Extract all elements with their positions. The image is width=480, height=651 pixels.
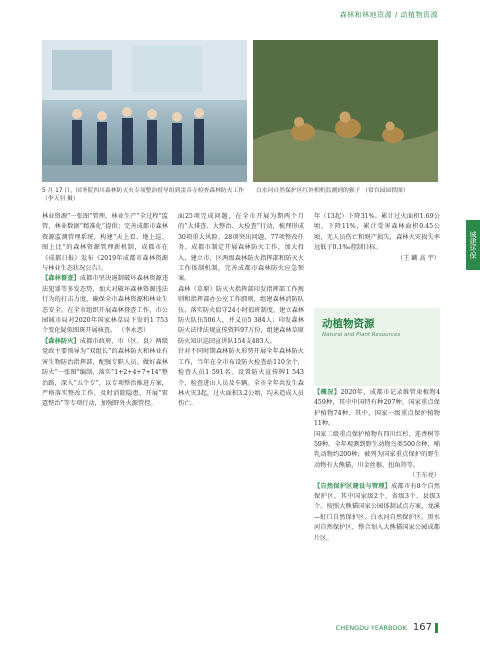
- text-column-2: [178, 212, 304, 410]
- page-bar-decoration: [435, 623, 438, 633]
- right-caption-credit: （常台园园供图）: [362, 188, 409, 194]
- text-column-1: [42, 212, 168, 410]
- section-tag: 【自然保护区建设与管理】: [314, 482, 392, 490]
- author-sign: （王东亮）: [409, 472, 440, 480]
- section-side-tab: 城建环保: [466, 220, 480, 270]
- yearbook-label: CHENGDU YEARBOOK: [335, 624, 407, 632]
- running-header: 森林和林地资源 / 动植物资源: [339, 11, 438, 19]
- right-caption-text: 白水河自然保护区红外相机监测到的猴子: [256, 188, 361, 194]
- text-column-3: [314, 212, 440, 264]
- paragraph: 年（13起）下降31%。累计过火面积1.69公顷，下降11%，累计受害森林面积0.45公顷，无人员伤亡和财产损失，森林火灾损失率远低于0.1‰控制目标。: [314, 213, 440, 252]
- author-sign: （李永恋）: [118, 327, 150, 335]
- paragraph: 2020年，成都市记录维管束植物4 459种，其中中国特有种207种，国家重点保护植物74种。其中，国家一级重点保护植物11种。: [314, 389, 441, 428]
- paragraph: 成都市有8个自然保护区，其中国家级2个、省级3个、县级3个。按照大熊猫国家公园体制试点方案，龙溪—虹口自然保护区、白水河自然保护区、黑水河自然保护区，整合划入大熊猫国家公园成都片区。: [314, 482, 441, 542]
- paragraph: 成都市坚决遏制破坏森林资源违法犯罪等多发态势，加大对破坏森林资源违法行为的打击力度，确保全市森林资源和林业生态安全，在全市组织开展森林督查工作，市公园城市局对2020年国家林草局下发的1 753个变化疑似图斑开展核查。: [42, 275, 169, 335]
- section-title-box: [314, 308, 440, 386]
- text-column-3-lower: [314, 388, 440, 544]
- paragraph: 国家二级重点保护植物有四川红杉、连香树等59种。全年观测到野生动物鸟类500余种，哺乳动物约200种，被列为国家重点保护的野生动物有大熊猫、川金丝猴、扭角羚等。: [314, 430, 440, 469]
- section-subtitle: Natural and Plant Resources: [322, 332, 401, 338]
- monkey-camera-photo: [253, 40, 438, 182]
- section-tag: 【概况】: [314, 389, 341, 396]
- page-footer: [336, 622, 438, 633]
- section-tag: 【森林督查】: [42, 275, 80, 283]
- right-photo-caption: [256, 187, 442, 195]
- paragraph: 针对不同时期森林防火形势开展全年森林防火工作，当年在全市布设防火检查站110余个，检查人员1 591名，设置防火宣传牌1 543个，检查进山人员及车辆。全市全年共发生森林火灾3起，过火面积3.2公顷，均未造成人员伤亡。: [178, 348, 304, 408]
- paragraph: 林业资源“一张图”管理，林业生产“全过程”监管，林业数据“精准化”提供；完善成都市森林资源监测管理系统，构建“天上看、地上巡、图上比”的森林资源管理新机制，成都市在《成都日报》发布《2019年成都市森林资源与林业生态状况公告》。: [42, 213, 168, 273]
- section-title: 动植物资源: [322, 318, 375, 330]
- paragraph: 面25项完成问题，在全市开展为期两个月的“大排查、大整治、大检查”行动，梳理形成30项重大风险、28项突出问题，77项整改任务。成都市制定开展森林防火工作，加大投入，建立市、区两级森林防火指挥部和防灭火工作体制机制，完善成都市森林防火应急预案。: [178, 213, 304, 283]
- section-tag: 【森林防火】: [42, 337, 80, 345]
- paragraph: 成都市政府、市（区、县）两级党政主要领导为“双组长”的森林防火和林业有害生物防治指挥部，配强专职人员。做好森林防火“一张图”编制，落实“1+2+4+7+14”整治路，深入“五个专”，以专项整治推进方案，严格落实整改工作，及时消除隐患，开展“雷霆整治”等专项行动，加强野外火源管控。: [42, 337, 169, 408]
- page-number: 167: [412, 622, 432, 633]
- left-photo-caption: 5 月 17 日，国务院四川森林防灭火专项整治督导组到雷音寺检查森林防火工作（李天羽 摄）: [42, 188, 245, 202]
- paragraph: 森林（草原）防灭火指挥部印发指挥部工作规则和指挥部办公室工作细则，组建森林消防队伍，落实防火值守24小时值班制度，建立森林防火队伍506人，并义员5 384人；印发森林防火法律法规宣传资料97万份，组建森林草原防火知识巡回宣讲队154支483人。: [178, 285, 304, 345]
- inspection-photo: [42, 40, 247, 182]
- author-sign: （王 麟 高 宇）: [396, 254, 440, 262]
